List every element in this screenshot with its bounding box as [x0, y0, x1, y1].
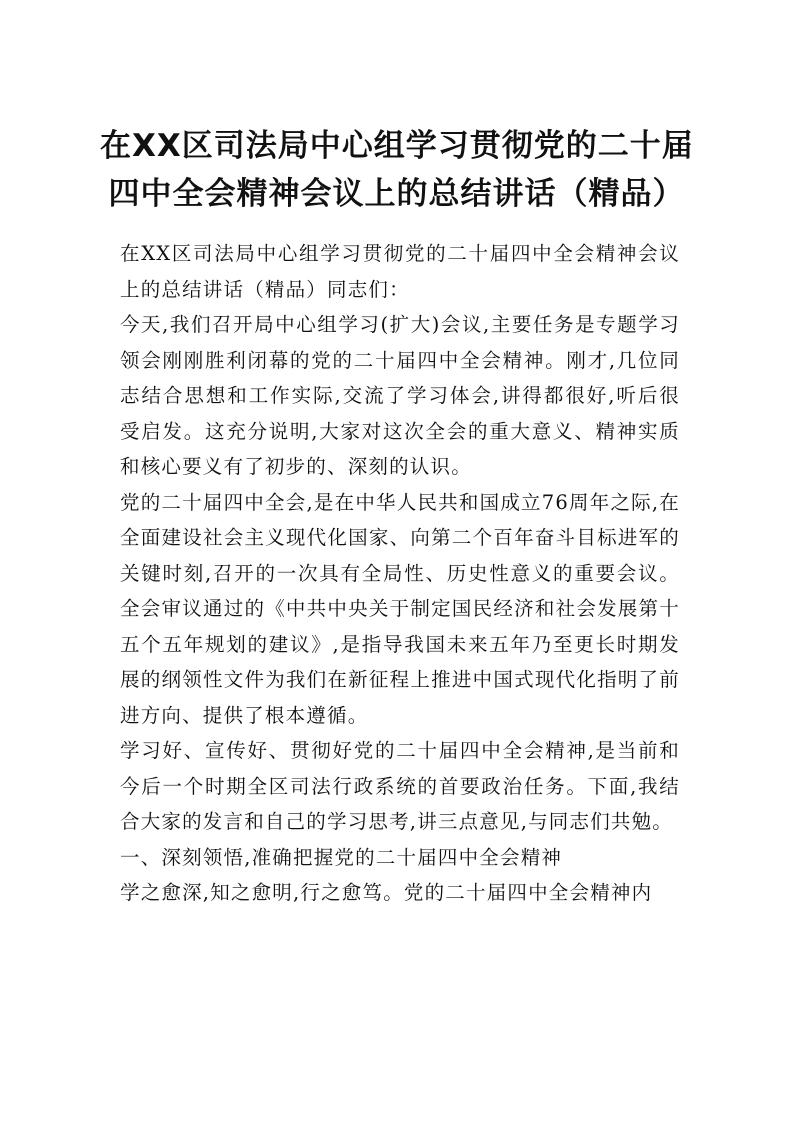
paragraph-section-1: 学之愈深,知之愈明,行之愈笃。党的二十届四中全会精神内 — [120, 881, 653, 904]
title-line-1: 在XX区司法局中心组学习贯彻党的二十届 — [100, 128, 694, 164]
paragraph-opening: 在XX区司法局中心组学习贯彻党的二十届四中全会精神会议上的总结讲话（精品）同志们： — [120, 242, 680, 301]
paragraph-meeting-intro: 今天,我们召开局中心组学习(扩大)会议,主要任务是专题学习领会刚刚胜利闭幕的党的二十届四中全会精神。刚才,几位同志结合思想和工作实际,交流了学习体会,讲得都很好,听后很受启发。这充分说明,大家对这次全会的重大意义、精神实质和核心要义有了初步的、深刻的认识。 — [120, 313, 680, 478]
document-body — [120, 236, 680, 911]
title-line-2: 四中全会精神会议上的总结讲话（精品） — [108, 176, 685, 212]
section-heading-1: 一、深刻领悟,准确把握党的二十届四中全会精神 — [120, 845, 563, 869]
paragraph-political-task: 学习好、宣传好、贯彻好党的二十届四中全会精神,是当前和今后一个时期全区司法行政系统的首要政治任务。下面,我结合大家的发言和自己的学习思考,讲三点意见,与同志们共勉。 — [120, 739, 680, 833]
document-title — [100, 122, 693, 218]
paragraph-plenum-significance: 党的二十届四中全会,是在中华人民共和国成立76周年之际,在全面建设社会主义现代化国家、向第二个百年奋斗目标进军的关键时刻,召开的一次具有全局性、历史性意义的重要会议。全会审议通过的《中共中央关于制定国民经济和社会发展第十五个五年规划的建议》,是指导我国未来五年乃至更长时期发展的纲领性文件为我们在新征程上推进中国式现代化指明了前进方向、提供了根本遵循。 — [120, 490, 680, 727]
